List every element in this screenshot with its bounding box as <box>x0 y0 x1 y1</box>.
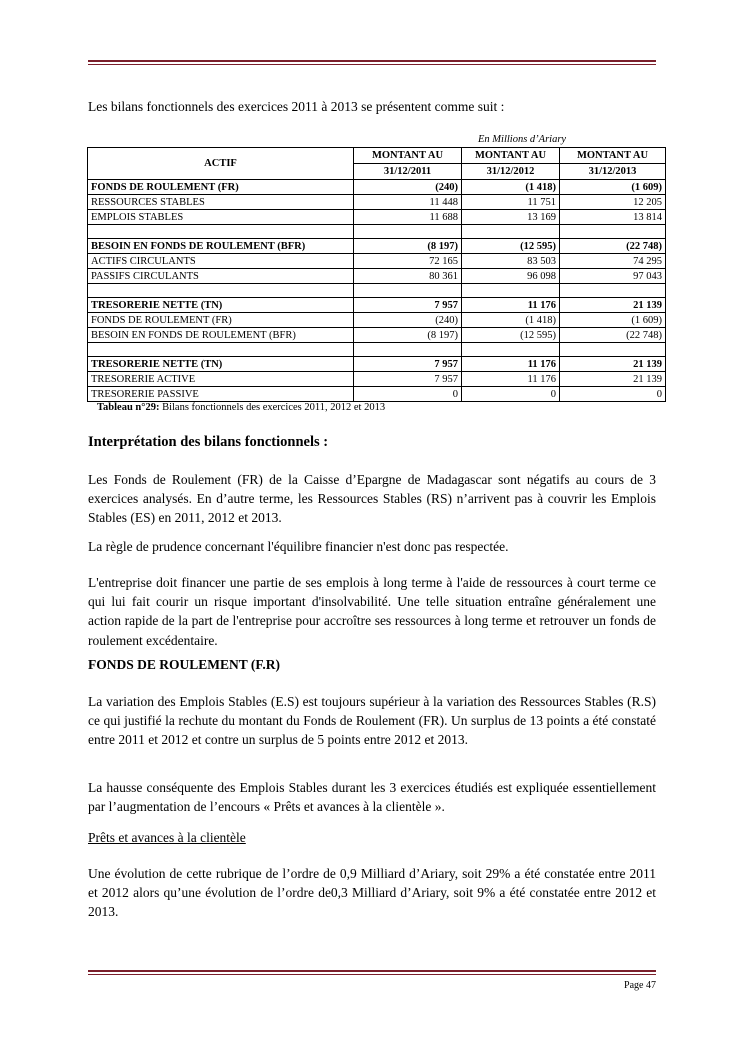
cell-2011: (8 197) <box>354 328 462 343</box>
cell-2012: 11 751 <box>462 195 560 210</box>
caption-text: Bilans fonctionnels des exercices 2011, 2012 et 2013 <box>159 402 386 413</box>
table-row <box>88 357 666 372</box>
row-label: FONDS DE ROULEMENT (FR) <box>88 180 354 195</box>
table-row <box>88 313 666 328</box>
header-2013-line2: 31/12/2013 <box>560 164 666 180</box>
cell-2013: (1 609) <box>560 313 666 328</box>
cell-2011: 80 361 <box>354 269 462 284</box>
cell-2013: 12 205 <box>560 195 666 210</box>
cell-2013: 74 295 <box>560 254 666 269</box>
header-2011-line1: MONTANT AU <box>354 148 462 164</box>
cell-2013: 13 814 <box>560 210 666 225</box>
spacer-row <box>88 343 666 357</box>
cell-2013: 21 139 <box>560 298 666 313</box>
header-actif: ACTIF <box>88 148 354 180</box>
table-row <box>88 372 666 387</box>
cell-2011: 11 448 <box>354 195 462 210</box>
paragraph-3: L'entreprise doit financer une partie de ses emplois à long terme à l'aide de ressources à court terme ce qui lui fait courir un risque important d'insolvabilité. Une telle situation entraîne généralement une action rapide de la part de l'entreprise pour accroître ses ressources à long terme et retrouver un fonds de roulement excédentaire. <box>88 575 656 648</box>
table-row <box>88 254 666 269</box>
cell-2012: 11 176 <box>462 372 560 387</box>
cell-2011: 72 165 <box>354 254 462 269</box>
header-rule-thin <box>88 64 656 65</box>
header-rule <box>88 60 656 62</box>
cell-2013: (22 748) <box>560 328 666 343</box>
paragraph-6: Une évolution de cette rubrique de l’ordre de 0,9 Milliard d’Ariary, soit 29% a été constatée entre 2011 et 2012 alors qu’une évolution de l’ordre de0,3 Milliard d’Ariary, soit 9% a été constatée entre 2012 et 2013. <box>88 866 656 920</box>
table-row <box>88 180 666 195</box>
row-label: TRESORERIE NETTE (TN) <box>88 298 354 313</box>
interpretation-heading: Interprétation des bilans fonctionnels : <box>88 434 329 450</box>
row-label: BESOIN EN FONDS DE ROULEMENT (BFR) <box>88 239 354 254</box>
table-header-row <box>88 148 666 164</box>
cell-2012: (1 418) <box>462 180 560 195</box>
footer-rule-thin <box>88 974 656 975</box>
row-label: TRESORERIE ACTIVE <box>88 372 354 387</box>
footer-rule <box>88 970 656 972</box>
cell-2012: 13 169 <box>462 210 560 225</box>
paragraph-2: La règle de prudence concernant l'équilibre financier n'est donc pas respectée. <box>88 539 509 554</box>
row-label: RESSOURCES STABLES <box>88 195 354 210</box>
table-row <box>88 269 666 284</box>
cell-2011: (8 197) <box>354 239 462 254</box>
table-row <box>88 195 666 210</box>
header-2011-line2: 31/12/2011 <box>354 164 462 180</box>
paragraph-1: Les Fonds de Roulement (FR) de la Caisse d’Epargne de Madagascar sont négatifs au cours de 3 exercices analysés. En d’autre terme, les Ressources Stables (RS) n’arrivent pas à couvrir les Emplois Stables (ES) en 2011, 2012 et 2013. <box>88 472 656 526</box>
cell-2012: (12 595) <box>462 239 560 254</box>
cell-2011: 7 957 <box>354 372 462 387</box>
cell-2011: 0 <box>354 387 462 402</box>
cell-2012: 83 503 <box>462 254 560 269</box>
cell-2011: 11 688 <box>354 210 462 225</box>
cell-2011: 7 957 <box>354 357 462 372</box>
cell-2012: 11 176 <box>462 298 560 313</box>
row-label: TRESORERIE PASSIVE <box>88 387 354 402</box>
cell-2012: (12 595) <box>462 328 560 343</box>
cell-2013: (1 609) <box>560 180 666 195</box>
cell-2013: 0 <box>560 387 666 402</box>
cell-2013: 21 139 <box>560 372 666 387</box>
spacer-row <box>88 225 666 239</box>
cell-2013: 97 043 <box>560 269 666 284</box>
header-2013-line1: MONTANT AU <box>560 148 666 164</box>
page-number: Page 47 <box>624 980 656 991</box>
row-label: TRESORERIE NETTE (TN) <box>88 357 354 372</box>
header-2012-line1: MONTANT AU <box>462 148 560 164</box>
cell-2012: 11 176 <box>462 357 560 372</box>
cell-2012: (1 418) <box>462 313 560 328</box>
intro-text: Les bilans fonctionnels des exercices 2011 à 2013 se présentent comme suit : <box>88 99 505 114</box>
cell-2013: (22 748) <box>560 239 666 254</box>
loans-subheading: Prêts et avances à la clientèle <box>88 830 246 845</box>
cell-2011: 7 957 <box>354 298 462 313</box>
table-row <box>88 239 666 254</box>
paragraph-5: La hausse conséquente des Emplois Stables durant les 3 exercices étudiés est expliquée essentiellement par l’augmentation de l’encours « Prêts et avances à la clientèle ». <box>88 780 656 815</box>
table-row <box>88 387 666 402</box>
bilan-table <box>87 147 666 402</box>
fr-heading: FONDS DE ROULEMENT (F.R) <box>88 657 281 672</box>
table-caption <box>97 402 385 413</box>
table-row <box>88 328 666 343</box>
caption-prefix: Tableau n°29: <box>97 402 160 413</box>
row-label: PASSIFS CIRCULANTS <box>88 269 354 284</box>
cell-2011: (240) <box>354 313 462 328</box>
row-label: ACTIFS CIRCULANTS <box>88 254 354 269</box>
row-label: FONDS DE ROULEMENT (FR) <box>88 313 354 328</box>
cell-2012: 0 <box>462 387 560 402</box>
table-row <box>88 298 666 313</box>
row-label: BESOIN EN FONDS DE ROULEMENT (BFR) <box>88 328 354 343</box>
cell-2012: 96 098 <box>462 269 560 284</box>
table-row <box>88 210 666 225</box>
paragraph-4: La variation des Emplois Stables (E.S) est toujours supérieur à la variation des Ressources Stables (R.S) ce qui justifié la rechute du montant du Fonds de Roulement (FR). Un surplus de 13 points a été constaté entre 2011 et 2012 et contre un surplus de 5 points entre 2012 et 2013. <box>88 694 656 748</box>
unit-note: En Millions d’Ariary <box>478 134 567 145</box>
spacer-row <box>88 284 666 298</box>
cell-2011: (240) <box>354 180 462 195</box>
header-2012-line2: 31/12/2012 <box>462 164 560 180</box>
row-label: EMPLOIS STABLES <box>88 210 354 225</box>
cell-2013: 21 139 <box>560 357 666 372</box>
